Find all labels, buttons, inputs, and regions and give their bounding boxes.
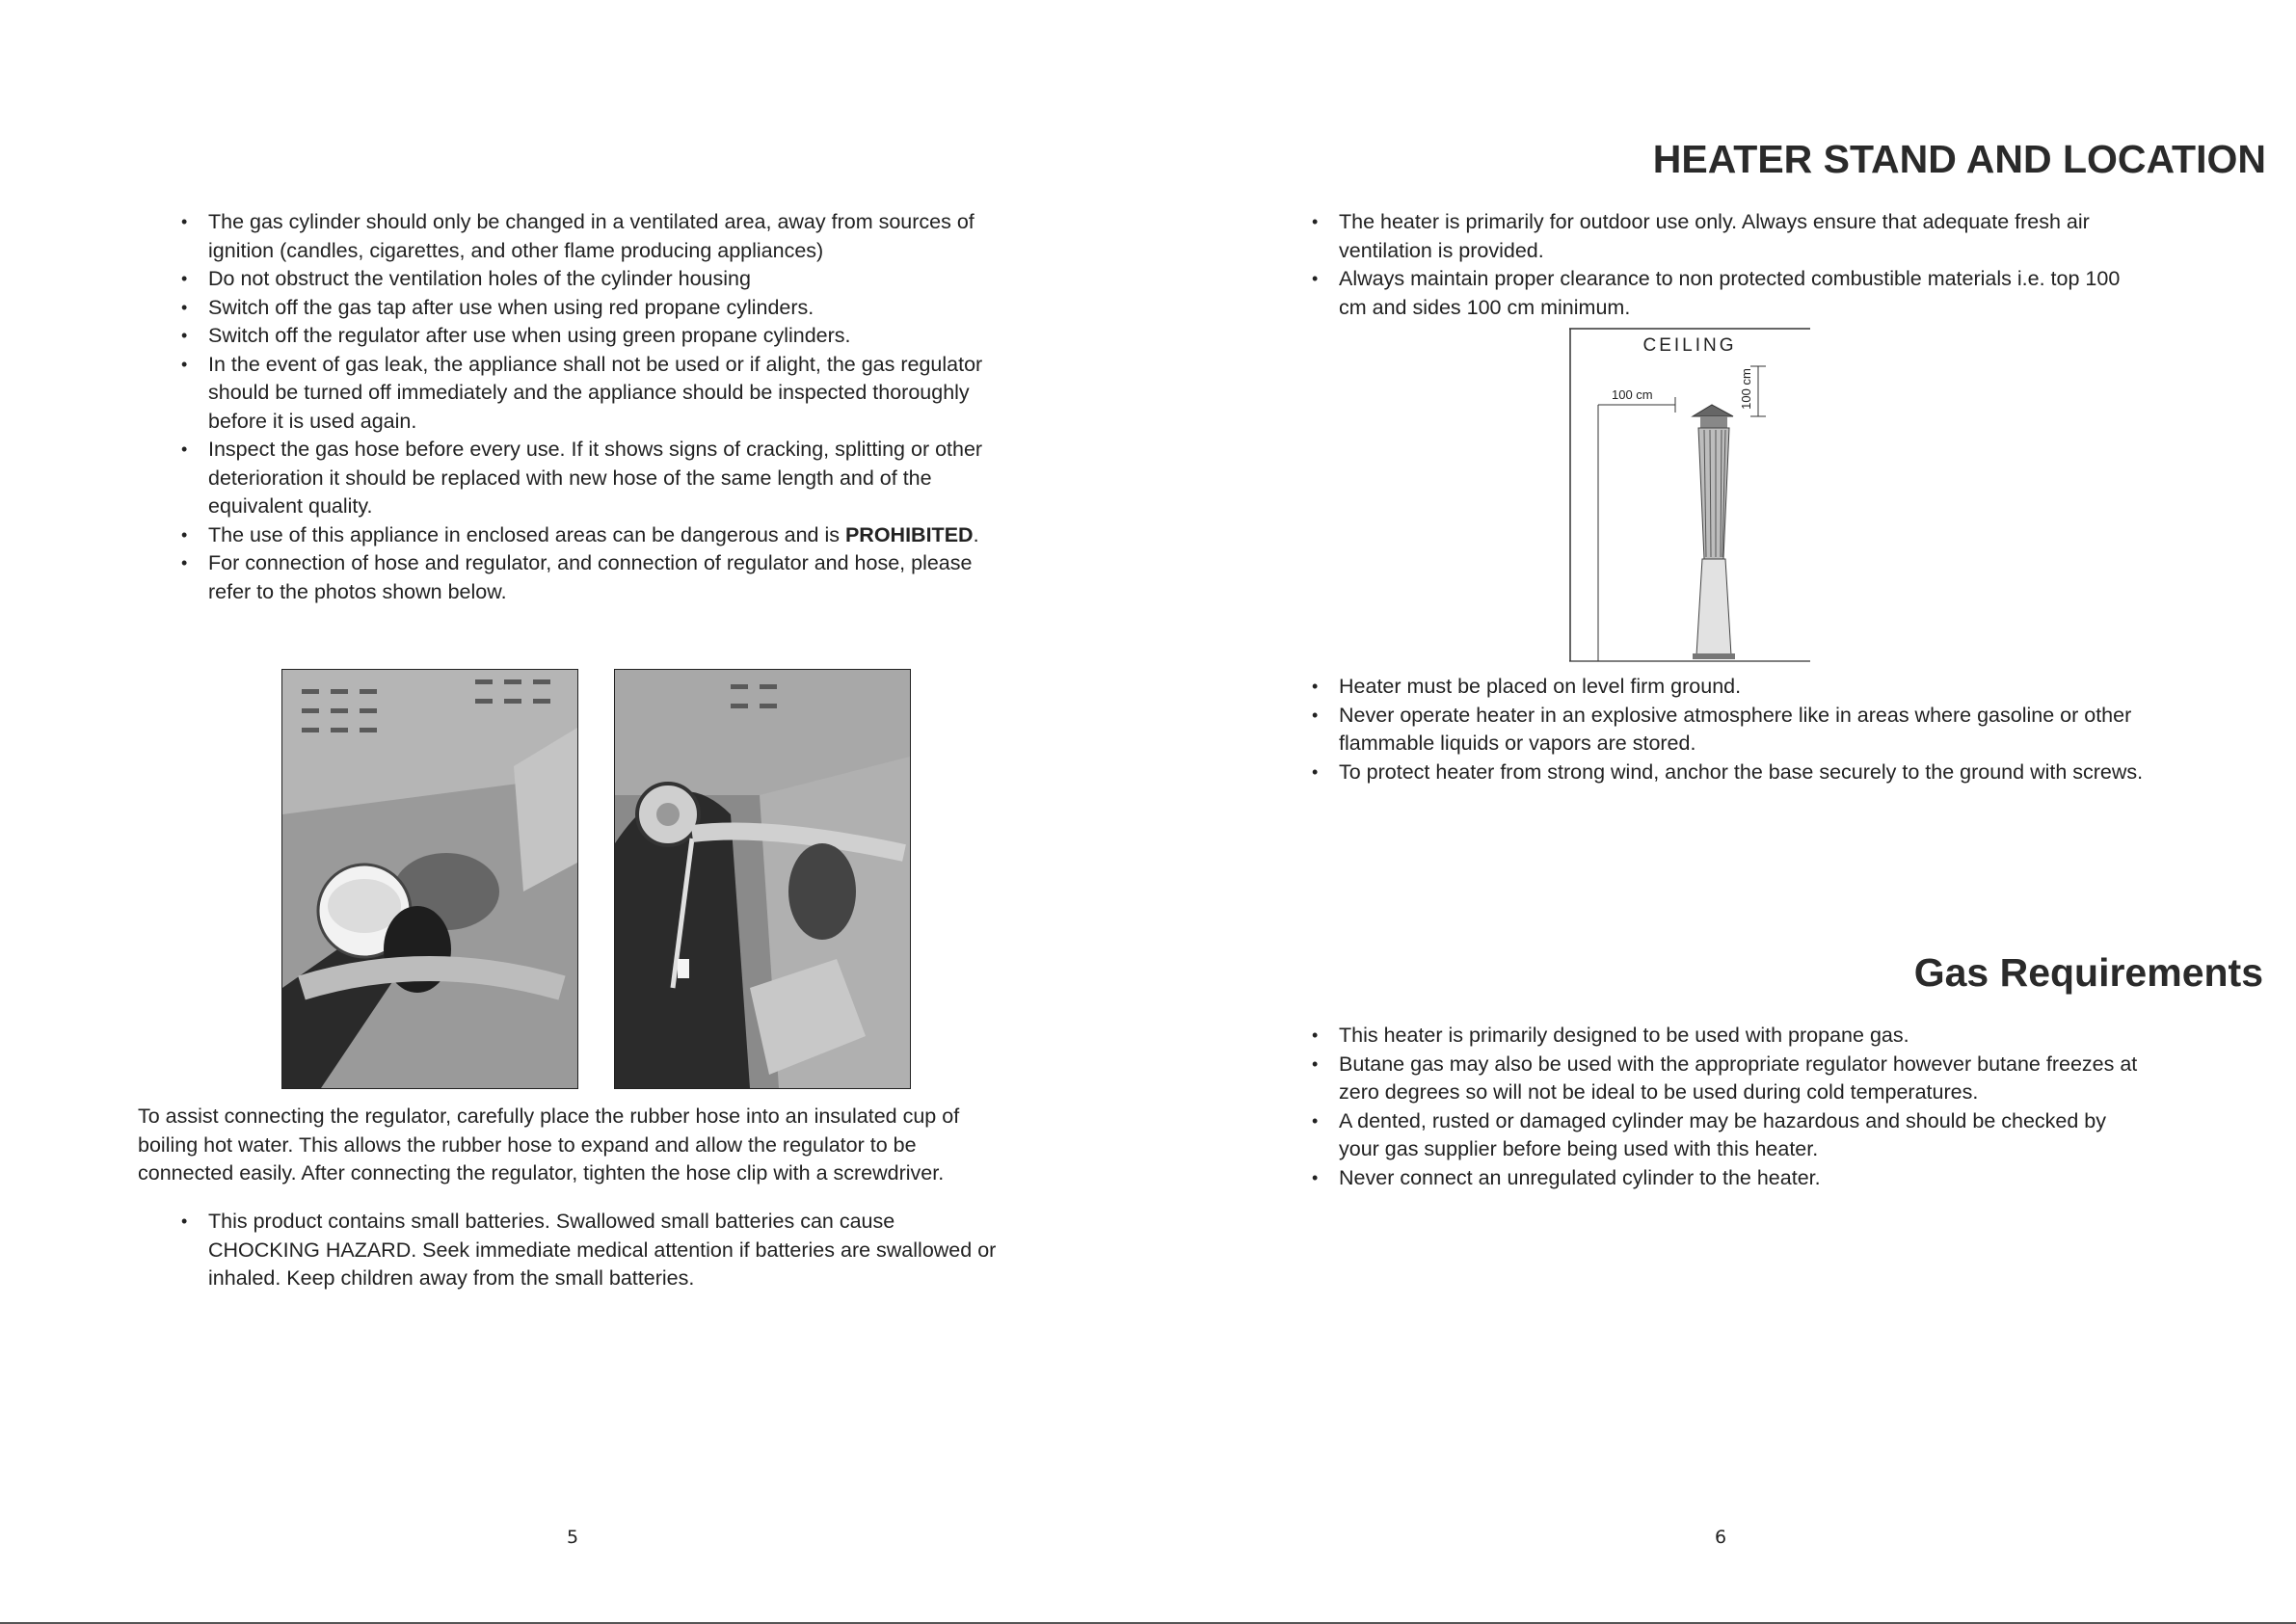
list-item-prohibited	[208, 521, 1008, 550]
list-item: • The gas cylinder should only be changed in a ventilated area, away from sources of ignition (candles, cigarettes, and other flame producing appliances)	[208, 208, 1008, 265]
list-item: • Switch off the regulator after use when using green propane cylinders.	[208, 322, 1008, 351]
page-number: 5	[567, 1527, 579, 1548]
prohibited-suffix: .	[973, 522, 979, 546]
list-item: • Inspect the gas hose before every use. If it shows signs of cracking, splitting or other deterioration it should be replaced with new hose of the same length and of the equivalent quality.	[208, 436, 1008, 521]
photo-hose-in-hot-water	[281, 669, 578, 1089]
gas-requirements-heading: Gas Requirements	[1913, 950, 2263, 995]
battery-warning-list	[208, 1208, 1008, 1293]
list-item: • This heater is primarily designed to be used with propane gas.	[1339, 1022, 2149, 1051]
photo-regulator-connection	[614, 669, 911, 1089]
photo-hose-in-hot-water-image	[282, 670, 577, 1088]
photo-regulator-connection-image	[615, 670, 910, 1088]
list-item: • Always maintain proper clearance to non protected combustible materials i.e. top 100 cm and sides 100 cm minimum.	[1339, 265, 2149, 322]
side-clearance-label: 100 cm	[1612, 387, 1653, 402]
list-item: • In the event of gas leak, the appliance shall not be used or if alight, the gas regulator should be turned off immediately and the appliance should be inspected thoroughly before it is used again.	[208, 351, 1008, 437]
clearance-diagram	[1569, 328, 1810, 663]
list-item: • Never connect an unregulated cylinder to the heater.	[1339, 1164, 2149, 1193]
prohibited-word: PROHIBITED	[844, 522, 974, 546]
safety-list	[208, 208, 1008, 606]
list-item: • Do not obstruct the ventilation holes of the cylinder housing	[208, 265, 1008, 294]
list-item: • A dented, rusted or damaged cylinder may be hazardous and should be checked by your gas supplier before being used with this heater.	[1339, 1107, 2149, 1164]
list-item: • Butane gas may also be used with the appropriate regulator however butane freezes at zero degrees so will not be ideal to be used during cold temperatures.	[1339, 1051, 2149, 1107]
page-number: 6	[1715, 1527, 1727, 1548]
list-item: • For connection of hose and regulator, and connection of regulator and hose, please refer to the photos shown below.	[208, 549, 1008, 606]
heater-stand-heading: HEATER STAND AND LOCATION	[1652, 137, 2266, 181]
list-item: • This product contains small batteries. Swallowed small batteries can cause CHOCKING HAZARD. Seek immediate medical attention if batteries are swallowed or inhaled. Keep children away from the small batteries.	[208, 1208, 1008, 1293]
right-page	[1148, 0, 2296, 1624]
list-item: • Never operate heater in an explosive atmosphere like in areas where gasoline or other flammable liquids or vapors are stored.	[1339, 702, 2149, 759]
list-item: • The heater is primarily for outdoor use only. Always ensure that adequate fresh air ventilation is provided.	[1339, 208, 2149, 265]
list-item: • To protect heater from strong wind, anchor the base securely to the ground with screws.	[1339, 759, 2149, 787]
heater-clearance-diagram-image	[1569, 328, 1810, 663]
clearance-list	[1339, 208, 2149, 322]
regulator-instructions-paragraph: To assist connecting the regulator, carefully place the rubber hose into an insulated cup of boiling hot water. This allows the rubber hose to expand and allow the regulator to be connected easily. After connecting the regulator, tighten the hose clip with a screwdriver.	[138, 1105, 960, 1185]
list-item: • Switch off the gas tap after use when using red propane cylinders.	[208, 294, 1008, 323]
placement-list	[1339, 673, 2149, 786]
top-clearance-label: 100 cm	[1738, 368, 1753, 410]
prohibited-prefix: The use of this appliance in enclosed areas can be dangerous and is	[208, 522, 845, 546]
ceiling-label: CEILING	[1642, 335, 1737, 356]
gas-requirements-list	[1339, 1022, 2149, 1192]
list-item: • Heater must be placed on level firm ground.	[1339, 673, 2149, 702]
